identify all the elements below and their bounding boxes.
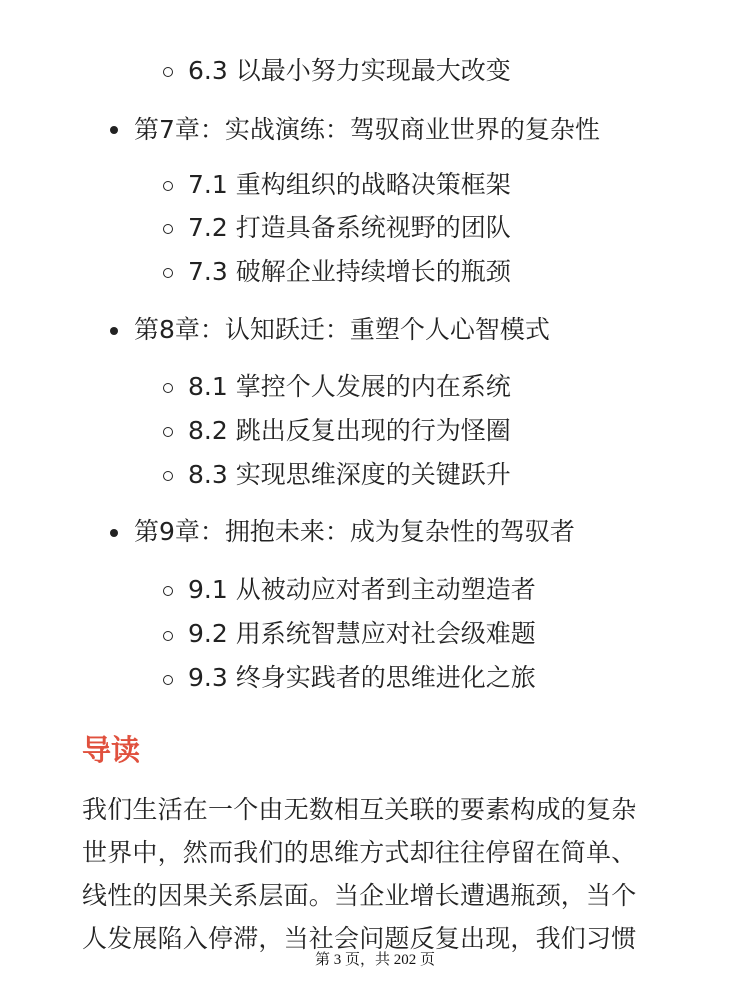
toc-chapter-8: 第8章：认知跃迁：重塑个人心智模式	[134, 315, 550, 344]
circle-bullet-icon	[163, 675, 173, 685]
intro-paragraph	[82, 788, 672, 960]
page-number-footer: 第 3 页，共 202 页	[314, 952, 435, 968]
disc-bullet-icon	[110, 126, 118, 134]
toc-section-7-1: 7.1 重构组织的战略决策框架	[188, 170, 511, 199]
circle-bullet-icon	[163, 181, 173, 191]
intro-line: 世界中，然而我们的思维方式却往往停留在简单、	[82, 838, 637, 867]
toc-section-9-1: 9.1 从被动应对者到主动塑造者	[188, 575, 536, 604]
toc-section-8-1: 8.1 掌控个人发展的内在系统	[188, 372, 511, 401]
toc-section-7-2: 7.2 打造具备系统视野的团队	[188, 213, 511, 242]
circle-bullet-icon	[163, 268, 173, 278]
intro-line: 线性的因果关系层面。当企业增长遭遇瓶颈，当个	[82, 881, 637, 910]
intro-line: 我们生活在一个由无数相互关联的要素构成的复杂	[82, 795, 637, 824]
intro-line: 人发展陷入停滞，当社会问题反复出现，我们习惯	[82, 924, 637, 953]
circle-bullet-icon	[163, 586, 173, 596]
toc-chapter-9: 第9章：拥抱未来：成为复杂性的驾驭者	[134, 517, 575, 546]
toc-section-7-3: 7.3 破解企业持续增长的瓶颈	[188, 257, 511, 286]
toc-section-6-3: 6.3 以最小努力实现最大改变	[188, 56, 511, 85]
circle-bullet-icon	[163, 471, 173, 481]
circle-bullet-icon	[163, 224, 173, 234]
intro-heading: 导读	[82, 733, 141, 767]
toc-section-9-3: 9.3 终身实践者的思维进化之旅	[188, 663, 536, 692]
circle-bullet-icon	[163, 383, 173, 393]
circle-bullet-icon	[163, 427, 173, 437]
toc-section-8-2: 8.2 跳出反复出现的行为怪圈	[188, 416, 511, 445]
toc-section-9-2: 9.2 用系统智慧应对社会级难题	[188, 619, 536, 648]
disc-bullet-icon	[110, 529, 118, 537]
circle-bullet-icon	[163, 67, 173, 77]
disc-bullet-icon	[110, 327, 118, 335]
toc-section-8-3: 8.3 实现思维深度的关键跃升	[188, 460, 511, 489]
toc-chapter-7: 第7章：实战演练：驾驭商业世界的复杂性	[134, 115, 600, 144]
circle-bullet-icon	[163, 631, 173, 641]
